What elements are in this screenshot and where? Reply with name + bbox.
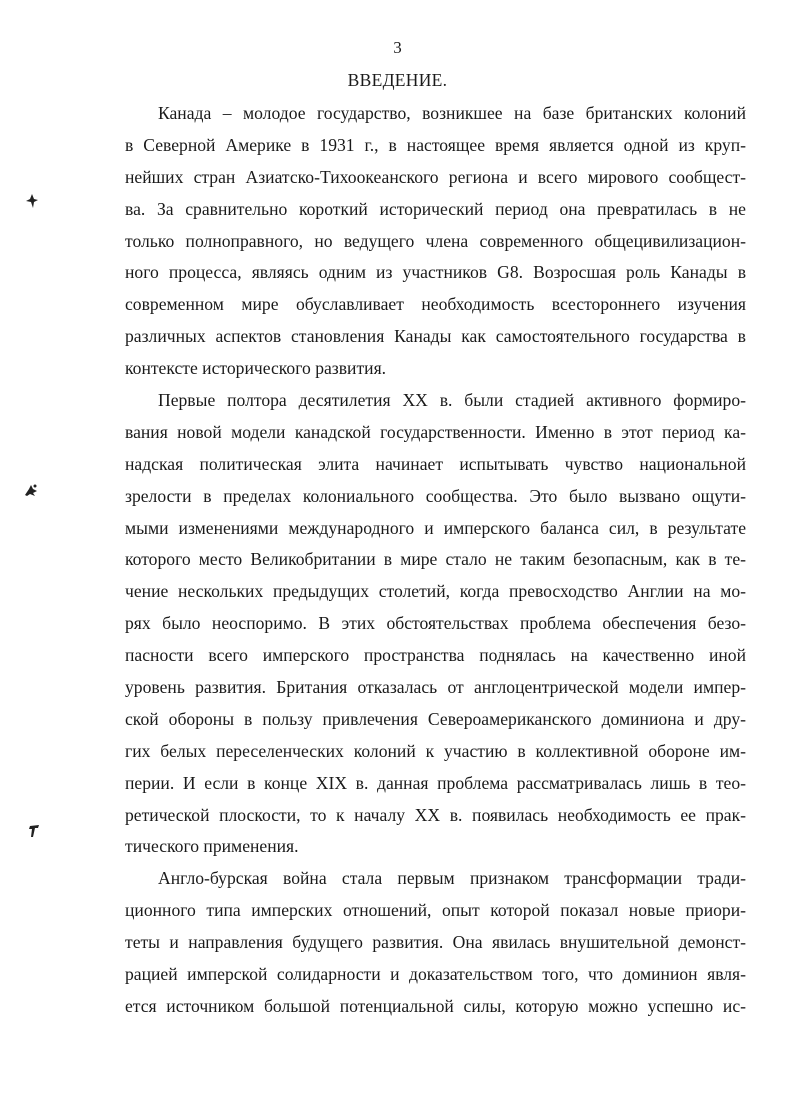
section-title: ВВЕДЕНИЕ. — [347, 70, 448, 90]
text-line: нейших стран Азиатско-Тихоокеанского региона и всего мирового сообщест- — [125, 166, 746, 187]
text-line: чение нескольких предыдущих столетий, когда превосходство Англии на мо- — [125, 581, 746, 602]
text-line: ного процесса, являясь одним из участников G8. Возросшая роль Канады в — [125, 262, 746, 283]
text-line: в Северной Америке в 1931 г., в настоящее время является одной из круп- — [125, 134, 746, 155]
text-line: которого место Великобритании в мире стало не таким безопасным, как в те- — [125, 549, 746, 570]
text-line: зрелости в пределах колониального сообщества. Это было вызвано ощути- — [125, 485, 746, 506]
page-number: 3 — [393, 38, 402, 57]
ink-blot-mark-icon — [27, 823, 43, 839]
text-line: вания новой модели канадской государственности. Именно в этот период ка- — [125, 421, 746, 442]
text-line: рях было неоспоримо. В этих обстоятельствах проблема обеспечения безо- — [125, 613, 746, 634]
ink-blot-mark-icon — [23, 483, 39, 499]
text-line: уровень развития. Британия отказалась от англоцентрической модели импер- — [125, 677, 746, 698]
text-line: Англо-бурская война стала первым признаком трансформации тради- — [158, 868, 746, 888]
text-line: Первые полтора десятилетия XX в. были стадией активного формиро- — [158, 390, 746, 410]
text-line: ва. За сравнительно короткий исторический период она превратилась в не — [125, 198, 746, 219]
paragraph-3 — [125, 863, 746, 1022]
text-line: тического применения. — [125, 836, 299, 857]
text-line: ется источником большой потенциальной силы, которую можно успешно ис- — [125, 995, 746, 1016]
text-line: контексте исторического развития. — [125, 358, 387, 379]
text-line: теты и направления будущего развития. Она явилась внушительной демонст- — [125, 931, 746, 952]
paragraph-1 — [125, 98, 746, 385]
text-line: надская политическая элита начинает испытывать чувство национальной — [125, 453, 746, 474]
text-line: мыми изменениями международного и имперского баланса сил, в результате — [125, 517, 746, 538]
text-line: современном мире обуславливает необходимость всестороннего изучения — [125, 294, 746, 315]
text-line: перии. И если в конце XIX в. данная проблема рассматривалась лишь в тео- — [125, 772, 746, 793]
text-line: Канада – молодое государство, возникшее на базе британских колоний — [158, 103, 746, 123]
paragraph-2 — [125, 385, 746, 863]
text-line: ской обороны в пользу привлечения Североамериканского доминиона и дру- — [125, 708, 746, 729]
text-line: гих белых переселенческих колоний к участию в коллективной обороне им- — [125, 740, 746, 761]
text-line: пасности всего имперского пространства поднялась на качественно иной — [125, 645, 746, 666]
text-line: только полноправного, но ведущего члена современного общецивилизацион- — [125, 230, 746, 251]
ink-blot-mark-icon — [25, 193, 41, 209]
text-line: ционного типа имперских отношений, опыт которой показал новые приори- — [125, 899, 746, 920]
text-line: различных аспектов становления Канады как самостоятельного государства в — [125, 326, 746, 347]
text-line: рацией имперской солидарности и доказательством того, что доминион явля- — [125, 963, 746, 984]
text-line: ретической плоскости, то к началу XX в. появилась необходимость ее прак- — [125, 804, 746, 825]
